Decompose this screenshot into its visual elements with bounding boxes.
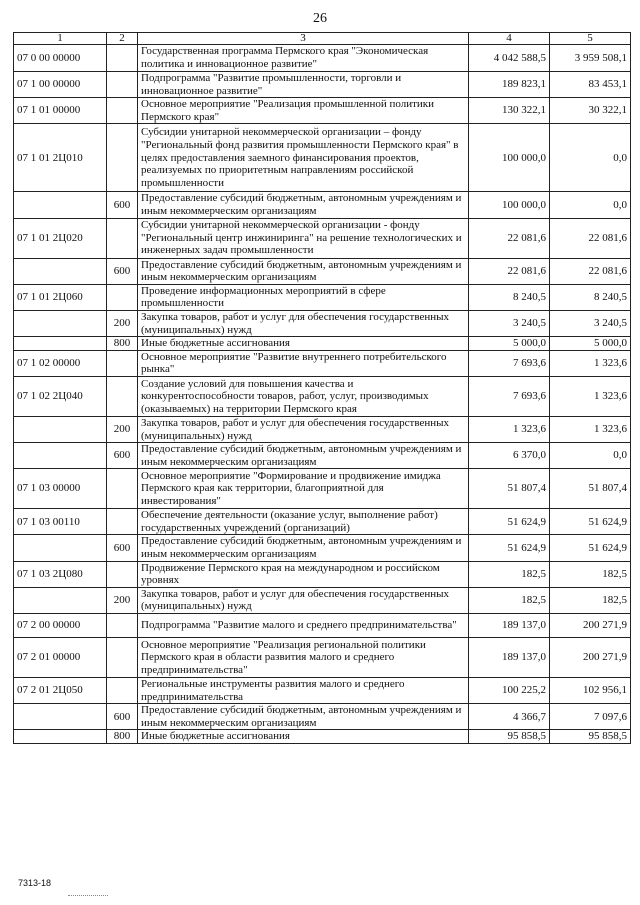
row-expense-type-cell bbox=[107, 72, 138, 98]
row-value-col5-cell: 3 959 508,1 bbox=[550, 45, 631, 72]
row-value-col4-cell: 182,5 bbox=[469, 587, 550, 613]
row-expense-type-cell: 200 bbox=[107, 416, 138, 442]
row-value-col5-cell: 3 240,5 bbox=[550, 310, 631, 336]
row-value-col4-cell: 189 823,1 bbox=[469, 72, 550, 98]
row-value-col4-cell: 51 807,4 bbox=[469, 469, 550, 509]
row-expense-type-cell: 200 bbox=[107, 587, 138, 613]
row-code-cell: 07 1 03 00110 bbox=[14, 509, 107, 535]
row-value-col5-cell: 182,5 bbox=[550, 587, 631, 613]
table-row bbox=[14, 614, 631, 638]
row-name-cell: Региональные инструменты развития малого и среднего предпринимательства bbox=[138, 678, 469, 704]
row-name-cell: Основное мероприятие "Реализация промышленной политики Пермского края" bbox=[138, 98, 469, 124]
row-value-col4-cell: 7 693,6 bbox=[469, 350, 550, 376]
column-header-4: 4 bbox=[469, 33, 550, 45]
row-expense-type-cell: 800 bbox=[107, 337, 138, 351]
row-value-col4-cell: 22 081,6 bbox=[469, 218, 550, 258]
row-name-cell: Предоставление субсидий бюджетным, автономным учреждениям и иным некоммерческим организациям bbox=[138, 535, 469, 561]
row-value-col4-cell: 95 858,5 bbox=[469, 730, 550, 744]
row-code-cell: 07 1 01 00000 bbox=[14, 98, 107, 124]
row-value-col4-cell: 189 137,0 bbox=[469, 638, 550, 678]
row-value-col4-cell: 7 693,6 bbox=[469, 376, 550, 416]
column-header-1: 1 bbox=[14, 33, 107, 45]
row-code-cell bbox=[14, 337, 107, 351]
row-code-cell: 07 1 03 00000 bbox=[14, 469, 107, 509]
table-row bbox=[14, 678, 631, 704]
table-row bbox=[14, 124, 631, 192]
row-name-cell: Проведение информационных мероприятий в сфере промышленности bbox=[138, 284, 469, 310]
row-value-col4-cell: 6 370,0 bbox=[469, 443, 550, 469]
row-name-cell: Предоставление субсидий бюджетным, автономным учреждениям и иным некоммерческим организациям bbox=[138, 443, 469, 469]
row-value-col5-cell: 0,0 bbox=[550, 124, 631, 192]
table-row bbox=[14, 638, 631, 678]
table-row bbox=[14, 469, 631, 509]
row-code-cell: 07 1 00 00000 bbox=[14, 72, 107, 98]
row-code-cell: 07 1 01 2Ц020 bbox=[14, 218, 107, 258]
row-expense-type-cell bbox=[107, 376, 138, 416]
row-expense-type-cell: 600 bbox=[107, 192, 138, 218]
row-code-cell bbox=[14, 443, 107, 469]
row-value-col5-cell: 22 081,6 bbox=[550, 258, 631, 284]
column-header-3: 3 bbox=[138, 33, 469, 45]
row-name-cell: Предоставление субсидий бюджетным, автономным учреждениям и иным некоммерческим организациям bbox=[138, 258, 469, 284]
row-code-cell: 07 2 01 2Ц050 bbox=[14, 678, 107, 704]
row-code-cell: 07 2 00 00000 bbox=[14, 614, 107, 638]
row-name-cell: Иные бюджетные ассигнования bbox=[138, 337, 469, 351]
row-code-cell: 07 2 01 00000 bbox=[14, 638, 107, 678]
row-expense-type-cell bbox=[107, 218, 138, 258]
row-value-col4-cell: 4 042 588,5 bbox=[469, 45, 550, 72]
row-code-cell bbox=[14, 310, 107, 336]
table-row bbox=[14, 535, 631, 561]
row-value-col5-cell: 30 322,1 bbox=[550, 98, 631, 124]
row-name-cell: Основное мероприятие "Развитие внутреннего потребительского рынка" bbox=[138, 350, 469, 376]
row-code-cell bbox=[14, 258, 107, 284]
row-name-cell: Государственная программа Пермского края "Экономическая политика и инновационное развитие" bbox=[138, 45, 469, 72]
row-name-cell: Основное мероприятие "Реализация региональной политики Пермского края в области развития малого и среднего предпринимательства" bbox=[138, 638, 469, 678]
row-value-col4-cell: 5 000,0 bbox=[469, 337, 550, 351]
page-number: 26 bbox=[313, 11, 327, 26]
table-row bbox=[14, 509, 631, 535]
row-value-col4-cell: 189 137,0 bbox=[469, 614, 550, 638]
row-value-col4-cell: 100 000,0 bbox=[469, 192, 550, 218]
row-value-col4-cell: 100 225,2 bbox=[469, 678, 550, 704]
row-value-col5-cell: 0,0 bbox=[550, 443, 631, 469]
row-name-cell: Субсидии унитарной некоммерческой организации - фонду "Региональный центр инжиниринга" на решение технологических и инженерных задач промышленности bbox=[138, 218, 469, 258]
table-row bbox=[14, 45, 631, 72]
row-code-cell: 07 0 00 00000 bbox=[14, 45, 107, 72]
row-name-cell: Закупка товаров, работ и услуг для обеспечения государственных (муниципальных) нужд bbox=[138, 587, 469, 613]
row-expense-type-cell bbox=[107, 98, 138, 124]
row-value-col4-cell: 4 366,7 bbox=[469, 704, 550, 730]
row-code-cell bbox=[14, 535, 107, 561]
row-name-cell: Создание условий для повышения качества и конкурентоспособности товаров, работ, услуг, производимых (оказываемых) на территории Пермского края bbox=[138, 376, 469, 416]
row-code-cell bbox=[14, 704, 107, 730]
scan-artifact bbox=[68, 895, 108, 897]
row-code-cell: 07 1 02 00000 bbox=[14, 350, 107, 376]
row-code-cell bbox=[14, 416, 107, 442]
table-row bbox=[14, 284, 631, 310]
column-header-2: 2 bbox=[107, 33, 138, 45]
table-row bbox=[14, 337, 631, 351]
table-row bbox=[14, 98, 631, 124]
row-expense-type-cell bbox=[107, 638, 138, 678]
row-value-col5-cell: 5 000,0 bbox=[550, 337, 631, 351]
budget-table bbox=[13, 32, 631, 744]
row-value-col4-cell: 1 323,6 bbox=[469, 416, 550, 442]
row-expense-type-cell bbox=[107, 509, 138, 535]
row-expense-type-cell bbox=[107, 469, 138, 509]
row-expense-type-cell bbox=[107, 561, 138, 587]
row-code-cell bbox=[14, 730, 107, 744]
row-code-cell bbox=[14, 192, 107, 218]
row-name-cell: Подпрограмма "Развитие малого и среднего предпринимательства" bbox=[138, 614, 469, 638]
row-name-cell: Предоставление субсидий бюджетным, автономным учреждениям и иным некоммерческим организациям bbox=[138, 192, 469, 218]
row-name-cell: Предоставление субсидий бюджетным, автономным учреждениям и иным некоммерческим организациям bbox=[138, 704, 469, 730]
table-row bbox=[14, 310, 631, 336]
row-expense-type-cell bbox=[107, 614, 138, 638]
table-row bbox=[14, 350, 631, 376]
table-row bbox=[14, 72, 631, 98]
row-value-col5-cell: 22 081,6 bbox=[550, 218, 631, 258]
row-expense-type-cell bbox=[107, 284, 138, 310]
table-row bbox=[14, 376, 631, 416]
table-row bbox=[14, 443, 631, 469]
table-row bbox=[14, 192, 631, 218]
row-value-col5-cell: 1 323,6 bbox=[550, 416, 631, 442]
table-row bbox=[14, 218, 631, 258]
row-name-cell: Закупка товаров, работ и услуг для обеспечения государственных (муниципальных) нужд bbox=[138, 310, 469, 336]
row-value-col4-cell: 130 322,1 bbox=[469, 98, 550, 124]
row-name-cell: Основное мероприятие "Формирование и продвижение имиджа Пермского края как территории, благоприятной для инвестирования" bbox=[138, 469, 469, 509]
row-name-cell: Подпрограмма "Развитие промышленности, торговли и инновационное развитие" bbox=[138, 72, 469, 98]
row-code-cell: 07 1 03 2Ц080 bbox=[14, 561, 107, 587]
row-value-col5-cell: 200 271,9 bbox=[550, 614, 631, 638]
table-row bbox=[14, 258, 631, 284]
row-value-col5-cell: 95 858,5 bbox=[550, 730, 631, 744]
row-value-col5-cell: 102 956,1 bbox=[550, 678, 631, 704]
row-name-cell: Обеспечение деятельности (оказание услуг, выполнение работ) государственных учреждений (организаций) bbox=[138, 509, 469, 535]
document-code: 7313-18 bbox=[18, 878, 52, 888]
row-expense-type-cell: 600 bbox=[107, 443, 138, 469]
row-expense-type-cell: 800 bbox=[107, 730, 138, 744]
row-value-col4-cell: 51 624,9 bbox=[469, 535, 550, 561]
row-name-cell: Субсидии унитарной некоммерческой организации – фонду "Региональный фонд развития промышленности Пермского края" в целях предоставления заемного финансирования проектов, реализуемых по приоритетным направлениям российской промышленности bbox=[138, 124, 469, 192]
row-value-col4-cell: 100 000,0 bbox=[469, 124, 550, 192]
row-expense-type-cell: 600 bbox=[107, 704, 138, 730]
header-row bbox=[14, 33, 631, 45]
row-value-col5-cell: 51 807,4 bbox=[550, 469, 631, 509]
row-value-col4-cell: 8 240,5 bbox=[469, 284, 550, 310]
row-value-col5-cell: 1 323,6 bbox=[550, 376, 631, 416]
table-row bbox=[14, 416, 631, 442]
row-value-col4-cell: 3 240,5 bbox=[469, 310, 550, 336]
row-value-col4-cell: 22 081,6 bbox=[469, 258, 550, 284]
row-expense-type-cell: 200 bbox=[107, 310, 138, 336]
row-value-col5-cell: 51 624,9 bbox=[550, 535, 631, 561]
row-expense-type-cell bbox=[107, 678, 138, 704]
row-value-col5-cell: 0,0 bbox=[550, 192, 631, 218]
column-header-5: 5 bbox=[550, 33, 631, 45]
row-code-cell: 07 1 01 2Ц060 bbox=[14, 284, 107, 310]
row-name-cell: Продвижение Пермского края на международном и российском уровнях bbox=[138, 561, 469, 587]
row-code-cell: 07 1 01 2Ц010 bbox=[14, 124, 107, 192]
row-expense-type-cell bbox=[107, 124, 138, 192]
row-value-col5-cell: 1 323,6 bbox=[550, 350, 631, 376]
row-value-col5-cell: 182,5 bbox=[550, 561, 631, 587]
row-code-cell: 07 1 02 2Ц040 bbox=[14, 376, 107, 416]
row-value-col5-cell: 7 097,6 bbox=[550, 704, 631, 730]
row-code-cell bbox=[14, 587, 107, 613]
row-name-cell: Закупка товаров, работ и услуг для обеспечения государственных (муниципальных) нужд bbox=[138, 416, 469, 442]
row-name-cell: Иные бюджетные ассигнования bbox=[138, 730, 469, 744]
row-value-col5-cell: 83 453,1 bbox=[550, 72, 631, 98]
table-row bbox=[14, 704, 631, 730]
row-expense-type-cell: 600 bbox=[107, 258, 138, 284]
table-row bbox=[14, 561, 631, 587]
row-value-col5-cell: 200 271,9 bbox=[550, 638, 631, 678]
row-value-col4-cell: 51 624,9 bbox=[469, 509, 550, 535]
row-value-col4-cell: 182,5 bbox=[469, 561, 550, 587]
row-expense-type-cell bbox=[107, 45, 138, 72]
row-value-col5-cell: 8 240,5 bbox=[550, 284, 631, 310]
table-row bbox=[14, 730, 631, 744]
row-value-col5-cell: 51 624,9 bbox=[550, 509, 631, 535]
row-expense-type-cell: 600 bbox=[107, 535, 138, 561]
table-row bbox=[14, 587, 631, 613]
row-expense-type-cell bbox=[107, 350, 138, 376]
